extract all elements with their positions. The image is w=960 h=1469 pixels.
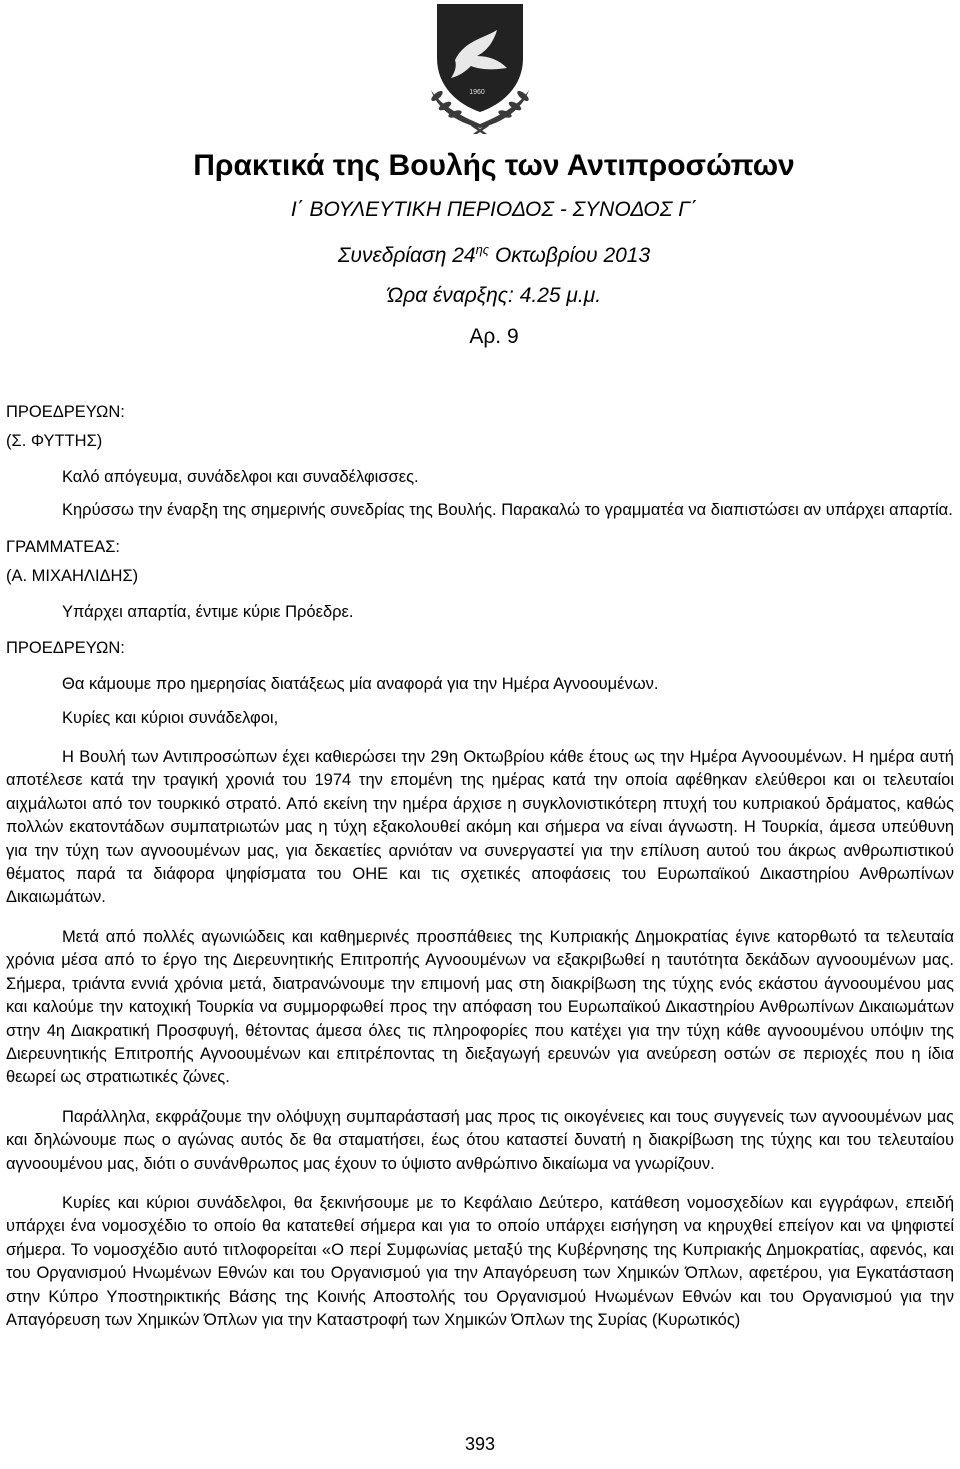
- minutes-body: [6, 398, 954, 1332]
- paragraph: Θα κάμουμε προ ημερησίας διατάξεως μία αναφορά για την Ημέρα Αγνοουμένων.: [62, 675, 659, 694]
- coat-of-arms-emblem: [385, 0, 575, 135]
- paragraph: Μετά από πολλές αγωνιώδεις και καθημερινές προσπάθειες της Κυπριακής Δημοκρατίας έγινε κατορθωτό τα τελευταία χρόνια μέσα από το έργο της Διερευνητικής Επιτροπής Αγνοουμένων να εξακριβωθεί η ταυτότητα δεκάδων αγνοουμένων μας. Σήμερα, τριάντα εννιά χρόνια μετά, διατρανώνουμε την επιμονή μας στη διακρίβωση της τύχης ενός εκάστου άγνοουμένου μας και καλούμε την κατοχική Τουρκία να συμμορφωθεί προς την απόφαση του Ευρωπαϊκού Δικαστηρίου Ανθρωπίνων Δικαιωμάτων στην 4η Διακρατική Προσφυγή, θέτοντας άμεσα όλες τις πληροφορίες που κατέχει για την τύχη κάθε αγνοουμένου υπόψιν της Διερευνητικής Επιτροπής Αγνοουμένων και επιτρέποντας τη διεξαγωγή ερευνών για ανεύρεση οστών σε περιοχές που η ίδια θεωρεί ως στρατιωτικές ζώνες.: [6, 927, 954, 1087]
- paragraph: Υπάρχει απαρτία, έντιμε κύριε Πρόεδρε.: [62, 602, 354, 621]
- paragraph: Κηρύσσω την έναρξη της σημερινής συνεδρίας της Βουλής. Παρακαλώ το γραμματέα να διαπιστώσει αν υπάρχει απαρτία.: [62, 501, 953, 520]
- paragraph: Καλό απόγευμα, συνάδελφοι και συναδέλφισσες.: [62, 468, 419, 486]
- paragraph: Η Βουλή των Αντιπροσώπων έχει καθιερώσει την 29η Οκτωβρίου κάθε έτους ως την Ημέρα Αγνοουμένων. Η ημέρα αυτή αποτέλεσε κατά την τραγική χρονιά του 1974 την επομένη της ημέρας κατά την οποία αφέθηκαν ελεύθεροι και οι τελευταίοι αιχμάλωτοι από τον τουρκικό στρατό. Από εκείνη την ημέρα άρχισε η συγκλονιστικότερη πτυχή του κυπριακού δράματος, καθώς πολλών εκατοντάδων συμπατριωτών μας η τύχη εξακολουθεί ακόμη και σήμερα να είναι άγνωστη. Η Τουρκία, άμεσα υπεύθυνη για την τύχη των αγνοουμένων μας, για δεκαετίες αρνιόταν να συνεργαστεί για την επίλυση αυτού του άκρως ανθρωπιστικού θέματος παρά τα διάφορα ψηφίσματα του ΟΗΕ και τις σχετικές αποφάσεις του Ευρωπαϊκού Δικαστηρίου Ανθρωπίνων Δικαιωμάτων.: [6, 748, 954, 907]
- document-title: Πρακτικά της Βουλής των Αντιπροσώπων: [193, 149, 795, 182]
- speaker-name: (Α. ΜΙΧΑΗΛΙΔΗΣ): [6, 566, 139, 585]
- paragraph: Παράλληλα, εκφράζουμε την ολόψυχη συμπαράστασή μας προς τις οικογένειες και τους συγγενείς των αγνοουμένων μας και δηλώνουμε πως ο αγώνας αυτός δε θα σταματήσει, έως ότου καταστεί δυνατή η διακρίβωση της τύχης και του τελευταίου αγνοουμένου μας, διότι ο συνάνθρωπος μας έχουν το ύψιστο ανθρώπινο δικαίωμα να γνωρίζουν.: [6, 1107, 954, 1173]
- emblem-year: 1960: [469, 89, 485, 96]
- speaker-name: (Σ. ΦΥΤΤΗΣ): [6, 432, 103, 450]
- start-time: Ώρα έναρξης: 4.25 μ.μ.: [386, 284, 602, 307]
- document-header: [0, 142, 960, 358]
- page-number: 393: [464, 1434, 496, 1454]
- issue-number: Αρ. 9: [469, 325, 519, 348]
- speaker-label: ΠΡΟΕΔΡΕΥΩΝ:: [6, 403, 125, 421]
- parliamentary-period: Ι΄ ΒΟΥΛΕΥΤΙΚΗ ΠΕΡΙΟΔΟΣ - ΣΥΝΟΔΟΣ Γ΄: [290, 198, 698, 221]
- speaker-label: ΠΡΟΕΔΡΕΥΩΝ:: [6, 639, 125, 658]
- paragraph: Κυρίες και κύριοι συνάδελφοι, θα ξεκινήσουμε με το Κεφάλαιο Δεύτερο, κατάθεση νομοσχεδίων και εγγράφων, επειδή υπάρχει ένα νομοσχέδιο το οποίο θα κατατεθεί σήμερα και για το οποίο υπάρχει εισήγηση να κηρυχθεί επείγον και να ψηφιστεί σήμερα. Το νομοσχέδιο αυτό τιτλοφορείται «Ο περί Συμφωνίας μεταξύ της Κυβέρνησης της Κυπριακής Δημοκρατίας, αφενός, και του Οργανισμού Ηνωμένων Εθνών και του Οργανισμού για την Απαγόρευση των Χημικών Όπλων, αφετέρου, για Εγκατάσταση στην Κύπρο Υποστηρικτικής Βάσης της Κοινής Αποστολής του Οργανισμού Ηνωμένων Εθνών και του Οργανισμού για την Απαγόρευση των Χημικών Όπλων για την Καταστροφή των Χημικών Όπλων της Συρίας (Κυρωτικός): [6, 1193, 954, 1329]
- speaker-label: ΓΡΑΜΜΑΤΕΑΣ:: [6, 537, 121, 556]
- paragraph: Κυρίες και κύριοι συνάδελφοι,: [62, 708, 279, 727]
- session-date: Συνεδρίαση $24^{\eta\varsigma}$ Οκτωβρίου 2013: [337, 242, 651, 267]
